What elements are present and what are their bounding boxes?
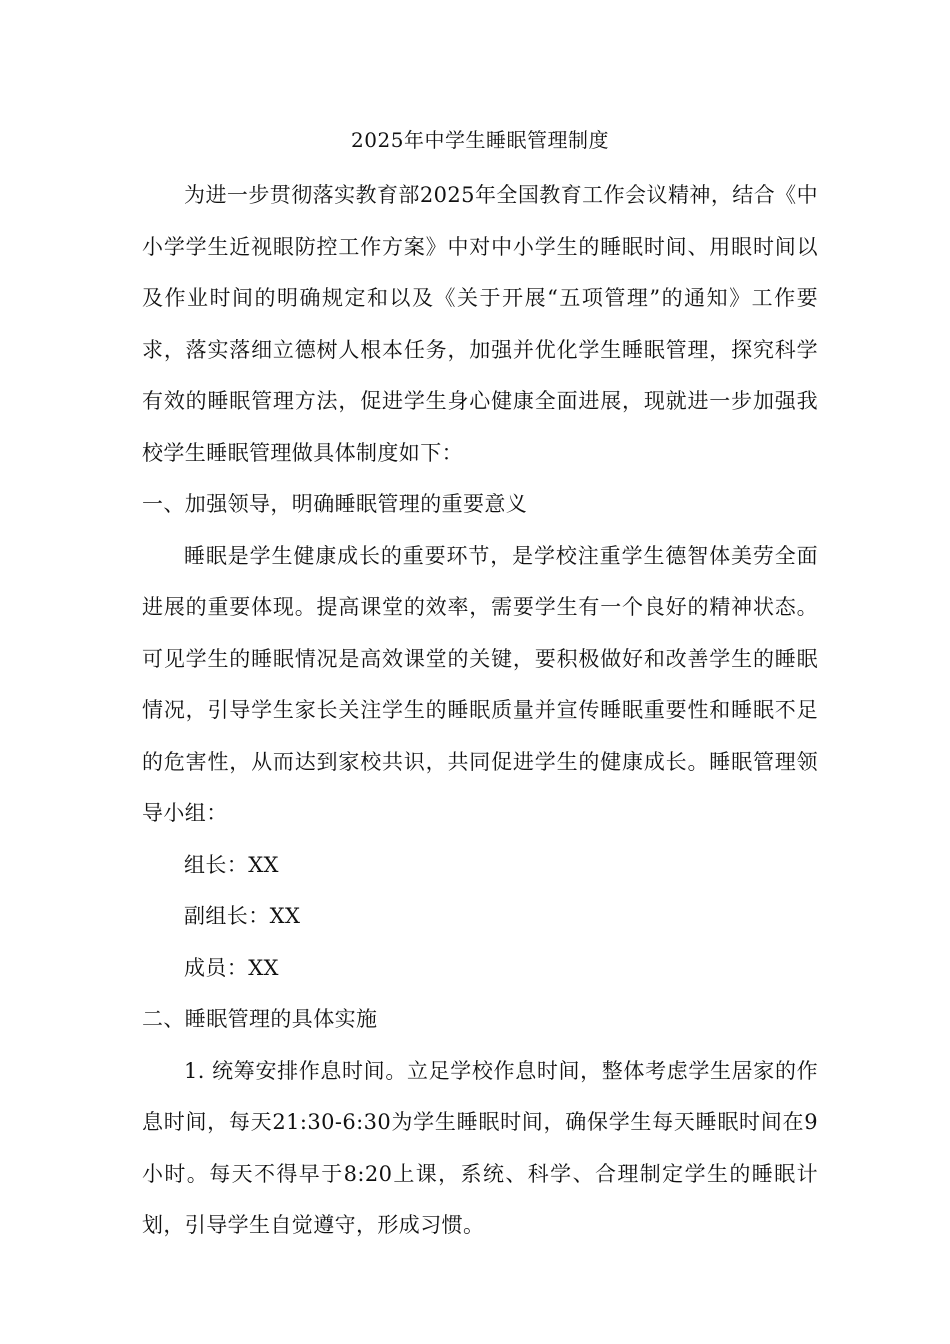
section-1-paragraph: 睡眠是学生健康成长的重要环节，是学校注重学生德智体美劳全面进展的重要体现。提高课堂的效率，需要学生有一个良好的精神状态。可见学生的睡眠情况是高效课堂的关键，要积极做好和改善学生的睡眠情况，引导学生家长关注学生的睡眠质量并宣传睡眠重要性和睡眠不足的危害性，从而达到家校共识，共同促进学生的健康成长。睡眠管理领导小组： (142, 543, 818, 825)
member-members: 成员：XX (184, 955, 279, 980)
section-2-heading: 二、睡眠管理的具体实施 (142, 1007, 378, 1031)
section-2-item-1: 1. 统筹安排作息时间。立足学校作息时间，整体考虑学生居家的作息时间，每天21:30-6:30为学生睡眠时间，确保学生每天睡眠时间在9小时。每天不得早于8:20上课，系统、科学、合理制定学生的睡眠计划，引导学生自觉遵守，形成习惯。 (142, 1058, 818, 1237)
member-deputy-leader: 副组长：XX (184, 904, 301, 928)
document-title: 2025年中学生睡眠管理制度 (351, 128, 609, 152)
document-body (142, 122, 818, 1252)
section-1-heading: 一、加强领导，明确睡眠管理的重要意义 (142, 492, 528, 516)
member-leader: 组长：XX (184, 852, 279, 877)
intro-paragraph: 为进一步贯彻落实教育部2025年全国教育工作会议精神，结合《中小学学生近视眼防控工作方案》中对中小学生的睡眠时间、用眼时间以及作业时间的明确规定和以及《关于开展“五项管理”的通知》工作要求，落实落细立德树人根本任务，加强并优化学生睡眠管理，探究科学有效的睡眠管理方法，促进学生身心健康全面进展，现就进一步加强我校学生睡眠管理做具体制度如下： (142, 183, 818, 465)
